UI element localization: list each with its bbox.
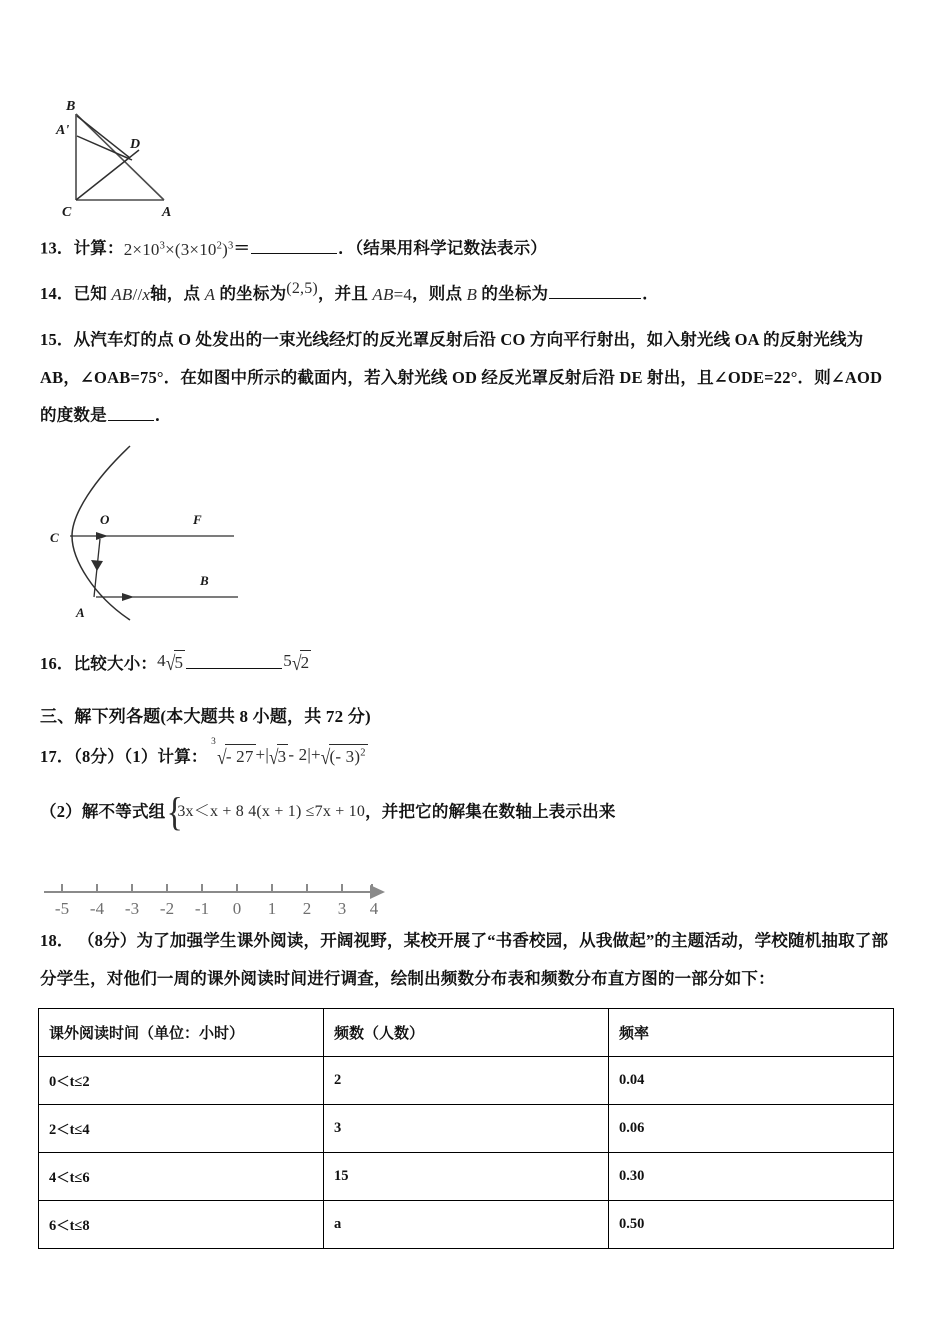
q14-parallel-symbol: // [132,285,143,304]
q17-part2-tail: ，并把它的解集在数轴上表示出来 [365,802,616,822]
table-header-rate: 频率 [609,1009,894,1057]
inequality-2: 4(x + 1) ≤7x + 10 [248,803,366,821]
question-13 [40,237,547,262]
q17-part2-lead: 解不等式组 [81,802,166,822]
table-row [39,1105,894,1153]
q16-left-coefficient: 4 [157,651,166,670]
q18-text-line-2: 分学生，对他们一周的课外阅读时间进行调查，绘制出频数分布表和频数分布直方图的一部分如下： [40,969,775,988]
q15-blank[interactable] [108,404,154,421]
number-line-tick-label: -3 [124,899,140,918]
q17-part1-lead: 计算： [157,747,208,766]
sqrt-square-base: (- 3) [329,747,361,766]
interval-lower: 2 [49,1121,57,1138]
number-line-tick-label: 3 [337,899,347,918]
section-3-heading-text: 三、解下列各题(本大题共 8 小题，共 72 分) [40,707,371,726]
question-14 [40,278,659,307]
q14-ab-length-value: =4 [393,285,413,304]
interval-upper: t≤2 [69,1073,90,1090]
figure-label-O: O [100,512,110,527]
q16-right-radicand: 2 [300,650,312,675]
q17-part2-label-group [40,801,165,823]
number-line-tick-label: 1 [267,899,277,918]
sqrt-square: √(- 3)$^2$ [321,744,368,769]
cube-root-radicand: - 27 [225,744,256,769]
q13-equals: ＝ [233,238,251,258]
interval-upper: t≤6 [69,1169,90,1186]
q17-part1-expression [208,737,368,769]
q16-right-coefficient: 5 [283,651,292,670]
inequality-system [165,789,366,835]
q14-tail: 的坐标为 [481,284,549,303]
figure-label-A: A [76,605,85,620]
interval-lower: 4 [49,1169,57,1186]
figure-label-F: F [193,512,202,527]
minus-two: - 2 [288,745,308,764]
q15-text-line-3: 的度数是 [40,405,107,425]
table-row [39,1201,894,1249]
table-row [39,1057,894,1105]
q17-part1-label: （1） [123,747,158,766]
q15-text-line-2c: ．则∠AOD [797,368,883,387]
q14-point-a: A [204,285,216,304]
figure-label-B: B [200,573,209,588]
number-line-tick-label: -4 [89,899,105,918]
question-18-line-2 [40,968,775,990]
table-row [39,1153,894,1201]
number-line-tick-label: -5 [54,899,70,918]
figure-label-D: D [130,137,141,152]
q14-lead: 已知 [73,284,108,303]
q14-number: 14． [40,284,74,303]
table-cell-rate: 0.04 [609,1057,894,1105]
q14-coordinate: (2,5) [286,280,318,297]
q15-degree-1: ° [156,368,164,387]
q13-blank[interactable] [251,237,337,254]
q17-part2-label: （2） [40,802,82,822]
sqrt-three: √3 [269,744,288,769]
q14-segment-ab: AB [111,285,133,304]
table-cell-rate: 0.06 [609,1105,894,1153]
q13-expression: $2\times 10^3\times(3\times 10^2)^3$ [123,239,234,259]
interval-upper: t≤4 [69,1121,90,1138]
question-17-part-2 [40,789,616,835]
figure-label-A: A [162,205,172,220]
figure-label-C: C [62,205,72,220]
q14-coord-text: 的坐标为 [219,284,287,303]
figure-label-A-prime: A' [56,123,70,138]
number-line [40,876,390,924]
q15-text-line-2a: AB，∠OAB=75 [40,368,157,387]
q16-blank[interactable] [186,652,282,669]
q14-x-variable: x [142,285,151,304]
number-line-tick-label: 4 [369,899,379,918]
table-cell-rate: 0.30 [609,1153,894,1201]
less-than-symbol: ＜ [56,1169,70,1185]
table-cell-frequency: 15 [324,1153,609,1201]
q14-then-text: ，则点 [412,284,463,303]
number-line-tick-label: 2 [302,899,312,918]
q14-blank[interactable] [549,282,641,299]
q14-ab-length-label: AB [372,285,394,304]
question-18-line-1 [40,930,888,952]
less-than-symbol: ＜ [56,1217,70,1233]
q16-right-sqrt: √2 [292,650,311,675]
number-line-tick-label: -2 [159,899,175,918]
table-cell-rate: 0.50 [609,1201,894,1249]
less-than-symbol: ＜ [56,1073,70,1089]
q15-text-line-2b: ．在如图中所示的截面内，若入射光线 OD 经反光罩反射后沿 DE 射出，且∠ODE=22 [163,368,791,387]
q16-left-expression [157,651,185,675]
question-15-line-2 [40,367,882,389]
headlight-reflector-figure [38,440,298,625]
q13-period: ． [338,238,355,258]
q16-number: 16． [40,654,74,673]
question-17-part-1 [40,737,368,769]
q15-number: 15． [40,330,74,349]
abs-open-bar: | [265,745,269,764]
q15-degree-2: ° [790,368,798,387]
q17-number: 17． [40,747,74,766]
q15-period: ． [154,405,172,425]
table-header-interval: 课外阅读时间（单位：小时） [39,1009,324,1057]
figure-label-B: B [66,99,76,114]
triangle-reflection-figure [44,92,184,222]
q16-right-expression [283,651,311,675]
question-15-line-1 [40,329,863,351]
q13-lead: 计算： [73,238,124,258]
q17-score: （8分） [73,747,124,766]
question-15-line-3 [40,404,172,427]
q13-number: 13． [40,238,74,258]
cube-root-index: 3 [211,737,216,747]
q15-text-line-1: 从汽车灯的点 O 处发出的一束光线经灯的反光罩反射后沿 CO 方向平行射出，如入射光线 OA 的反射光线为 [73,330,864,349]
q14-comma: ，并且 [317,284,369,303]
table-cell-frequency: 2 [324,1057,609,1105]
q18-text-line-1: 为了加强学生课外阅读，开阔视野，某校开展了“书香校园，从我做起”的主题活动，学校随机抽取了部 [136,931,889,950]
inequality-1: 3x＜x + 8 [177,803,244,821]
plus-operator-1: + [255,745,266,764]
table-cell-interval [39,1105,324,1153]
q13-note: （结果用科学记数法表示） [354,238,547,258]
abs-close-bar: | [307,745,311,764]
interval-upper: t≤8 [69,1217,90,1234]
table-header-row [39,1009,894,1057]
cube-root: 3 √- 27 [211,737,254,769]
q14-point-b: B [466,285,478,304]
q18-score: （8分） [77,931,137,950]
number-line-tick-label: 0 [232,899,242,918]
table-header-frequency: 频数（人数） [324,1009,609,1057]
table-cell-frequency: 3 [324,1105,609,1153]
q16-left-radicand: 5 [174,650,186,675]
q16-lead: 比较大小： [73,654,158,673]
table-cell-interval [39,1153,324,1201]
sqrt-three-radicand: 3 [277,744,289,769]
table-cell-interval [39,1201,324,1249]
question-16 [40,650,311,675]
q14-axis-text: 轴，点 [150,284,201,303]
sqrt-square-exponent: 2 [360,747,366,759]
figure-label-C: C [50,530,59,545]
q14-period: ． [642,284,659,303]
plus-operator-2: + [310,745,321,764]
frequency-distribution-table [38,1008,894,1249]
table-cell-frequency: a [324,1201,609,1249]
q16-left-sqrt: √5 [166,650,185,675]
section-3-heading [40,706,371,729]
system-brace: { [166,789,184,835]
number-line-tick-label: -1 [194,899,210,918]
interval-lower: 6 [49,1217,57,1234]
less-than-symbol: ＜ [56,1121,70,1137]
interval-lower: 0 [49,1073,57,1090]
table-cell-interval [39,1057,324,1105]
sqrt-square-radicand [329,744,368,769]
q18-number: 18． [40,931,74,950]
